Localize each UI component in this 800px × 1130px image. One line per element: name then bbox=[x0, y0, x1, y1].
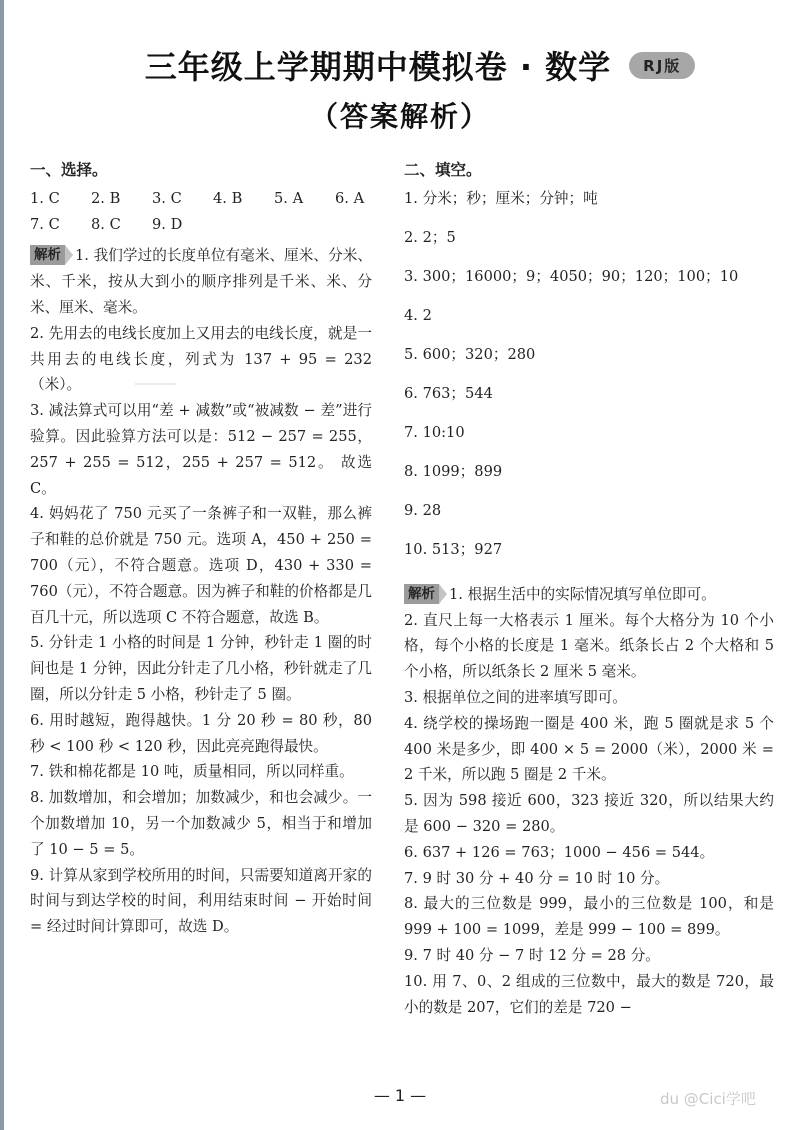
explanation-item: 2. 直尺上每一大格表示 1 厘米。每个大格分为 10 个小格，每个小格的长度是 1 毫米。纸条长占 2 个大格和 5 个小格，所以纸条长 2 厘米 5 毫米。 bbox=[404, 611, 774, 681]
explanation-item: 7. 9 时 30 分 + 40 分 = 10 时 10 分。 bbox=[404, 869, 670, 887]
edition-badge: RJ版 bbox=[629, 52, 695, 79]
explanation-item: 8. 加数增加，和会增加；加数减少，和也会减少。一个加数增加 10，另一个加数减少 5，相当于和增加了 10 − 5 = 5。 bbox=[30, 789, 372, 858]
explanation-item: 3. 减法算式可以用“差 + 减数”或“被减数 − 差”进行验算。因此验算方法可以是：512 − 257 = 255，257 + 255 = 512，255 + 257 = 512。 故选 C。 bbox=[30, 402, 372, 497]
choice-answer: 4. B bbox=[213, 189, 243, 207]
explanation-item: 5. 分针走 1 小格的时间是 1 分钟，秒针走 1 圈的时间也是 1 分钟，因此分针走了几小格，秒针就走了几圈，所以分针走 5 小格，秒针走了 5 圈。 bbox=[30, 634, 372, 703]
explanation-tag: 解析 bbox=[404, 584, 439, 604]
explanation-item: 7. 铁和棉花都是 10 吨，质量相同，所以同样重。 bbox=[30, 763, 354, 781]
watermark: du @Cici学吧 bbox=[660, 1090, 756, 1108]
fill-answer: 5. 600；320；280 bbox=[404, 345, 536, 363]
choice-answer: 7. C bbox=[30, 215, 60, 233]
explanation-item: 10. 用 7、0、2 组成的三位数中，最大的数是 720，最小的数是 207，它们的差是 720 − bbox=[404, 972, 774, 1016]
explanation-item: 9. 计算从家到学校所用的时间，只需要知道离开家的时间与到达学校的时间，利用结束时间 − 开始时间 = 经过时间计算即可，故选 D。 bbox=[30, 866, 372, 936]
fill-explanations bbox=[404, 582, 774, 1021]
choice-answer: 1. C bbox=[30, 189, 60, 207]
explanation-item: 4. 绕学校的操场跑一圈是 400 米，跑 5 圈就是求 5 个 400 米是多少，即 400 × 5 = 2000（米），2000 米 = 2 千米，所以跑 5 圈是 2 千米。 bbox=[404, 714, 774, 784]
explanation-item: 6. 637 + 126 = 763；1000 − 456 = 544。 bbox=[404, 843, 715, 861]
page-subtitle: （答案解析） bbox=[309, 100, 490, 133]
explanation-item: 3. 根据单位之间的进率填写即可。 bbox=[404, 688, 627, 706]
choice-answer: 8. C bbox=[91, 215, 121, 233]
fill-answer: 6. 763；544 bbox=[404, 384, 493, 402]
section-fill bbox=[404, 158, 774, 1020]
explanation-item: 5. 因为 598 接近 600，323 接近 320，所以结果大约是 600 − 320 = 280。 bbox=[404, 792, 774, 835]
choice-answer: 3. C bbox=[152, 189, 182, 207]
choice-answer-grid bbox=[30, 186, 372, 238]
scan-edge bbox=[0, 0, 4, 1130]
fill-answer: 10. 513；927 bbox=[404, 540, 503, 558]
explanation-item: 2. 先用去的电线长度加上又用去的电线长度，就是一共用去的电线长度，列式为 137 + 95 = 232（米）。 bbox=[30, 324, 372, 394]
choice-answer: 9. D bbox=[152, 215, 183, 233]
explanation-item: 9. 7 时 40 分 − 7 时 12 分 = 28 分。 bbox=[404, 946, 660, 964]
title-row bbox=[0, 42, 800, 88]
fill-answer: 1. 分米；秒；厘米；分钟；吨 bbox=[404, 189, 598, 207]
explanation-item: 8. 最大的三位数是 999，最小的三位数是 100，和是 999 + 100 = 1099，差是 999 − 100 = 899。 bbox=[404, 895, 774, 939]
section-choice bbox=[30, 158, 372, 940]
fill-answer: 8. 1099；899 bbox=[404, 462, 503, 480]
fill-answer: 3. 300；16000；9；4050；90；120；100；10 bbox=[404, 267, 739, 285]
explanation-item: 解析 1. 根据生活中的实际情况填写单位即可。 bbox=[404, 582, 774, 608]
explanation-tag: 解析 bbox=[30, 245, 65, 265]
explanation-item: 解析 1. 我们学过的长度单位有毫米、厘米、分米、米、千米，按从大到小的顺序排列是千米、米、分米、厘米、毫米。 bbox=[30, 247, 372, 316]
explanation-item: 6. 用时越短，跑得越快。1 分 20 秒 = 80 秒，80 秒 < 100 秒 < 120 秒，因此亮亮跑得最快。 bbox=[30, 711, 372, 755]
choice-answer: 2. B bbox=[91, 189, 121, 207]
section-heading-choice: 一、选择。 bbox=[30, 161, 108, 179]
page-title: 三年级上学期期中模拟卷 · 数学 bbox=[144, 48, 612, 86]
section-heading-fill: 二、填空。 bbox=[404, 161, 482, 179]
explanation-item: 4. 妈妈花了 750 元买了一条裤子和一双鞋，那么裤子和鞋的总价就是 750 元。选项 A，450 + 250 = 700（元），不符合题意。选项 D，430 + 330 = 760（元），不符合题意。因为裤子和鞋的价格都是几百几十元，所以选项 C 不符合题意，故选 B。 bbox=[30, 505, 372, 626]
choice-answer: 6. A bbox=[335, 189, 365, 207]
page-number: — 1 — bbox=[373, 1086, 427, 1105]
choice-answer: 5. A bbox=[274, 189, 304, 207]
fill-answer: 9. 28 bbox=[404, 501, 442, 519]
fill-answer: 2. 2；5 bbox=[404, 228, 456, 246]
fill-answer: 7. 10:10 bbox=[404, 423, 465, 441]
scan-stamp: ▭▭▭▭▭▭▭▭▭▭▭ bbox=[135, 381, 177, 386]
choice-explanations bbox=[30, 243, 372, 940]
fill-answer: 4. 2 bbox=[404, 306, 432, 324]
